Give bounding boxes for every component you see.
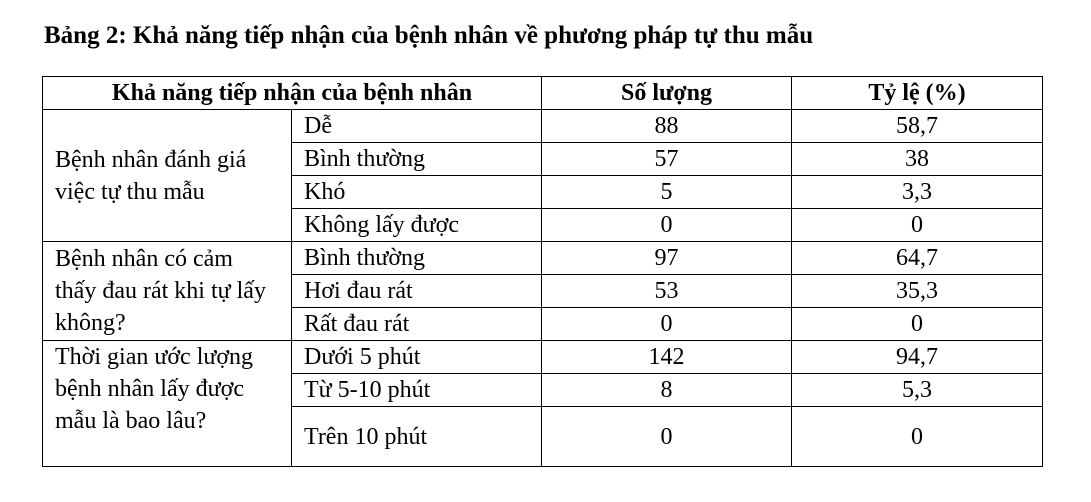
group-label-ease: Bệnh nhân đánh giá việc tự thu mẫu — [43, 110, 292, 242]
count-cell: 88 — [542, 110, 792, 143]
table-row — [43, 110, 1043, 143]
header-count: Số lượng — [542, 77, 792, 110]
option-cell: Bình thường — [292, 143, 542, 176]
option-cell: Dễ — [292, 110, 542, 143]
count-cell: 5 — [542, 176, 792, 209]
acceptance-table — [42, 76, 1043, 467]
percent-cell: 64,7 — [792, 242, 1043, 275]
count-cell: 0 — [542, 407, 792, 467]
percent-cell: 0 — [792, 209, 1043, 242]
percent-cell: 3,3 — [792, 176, 1043, 209]
option-cell: Bình thường — [292, 242, 542, 275]
percent-cell: 94,7 — [792, 341, 1043, 374]
count-cell: 53 — [542, 275, 792, 308]
option-cell: Không lấy được — [292, 209, 542, 242]
count-cell: 0 — [542, 308, 792, 341]
option-cell: Trên 10 phút — [292, 407, 542, 467]
percent-cell: 0 — [792, 308, 1043, 341]
percent-cell: 0 — [792, 407, 1043, 467]
header-acceptance: Khả năng tiếp nhận của bệnh nhân — [43, 77, 542, 110]
count-cell: 0 — [542, 209, 792, 242]
table-caption: Bảng 2: Khả năng tiếp nhận của bệnh nhân về phương pháp tự thu mẫu — [44, 22, 814, 49]
option-cell: Hơi đau rát — [292, 275, 542, 308]
table-row — [43, 242, 1043, 275]
header-percent: Tỷ lệ (%) — [792, 77, 1043, 110]
group-label-time: Thời gian ước lượng bệnh nhân lấy được mẫu là bao lâu? — [43, 341, 292, 467]
percent-cell: 58,7 — [792, 110, 1043, 143]
group-label-pain: Bệnh nhân có cảm thấy đau rát khi tự lấy không? — [43, 242, 292, 341]
percent-cell: 35,3 — [792, 275, 1043, 308]
option-cell: Khó — [292, 176, 542, 209]
option-cell: Dưới 5 phút — [292, 341, 542, 374]
percent-cell: 5,3 — [792, 374, 1043, 407]
percent-cell: 38 — [792, 143, 1043, 176]
count-cell: 8 — [542, 374, 792, 407]
table-row — [43, 341, 1043, 374]
count-cell: 97 — [542, 242, 792, 275]
count-cell: 142 — [542, 341, 792, 374]
option-cell: Rất đau rát — [292, 308, 542, 341]
count-cell: 57 — [542, 143, 792, 176]
option-cell: Từ 5-10 phút — [292, 374, 542, 407]
header-row — [43, 77, 1043, 110]
